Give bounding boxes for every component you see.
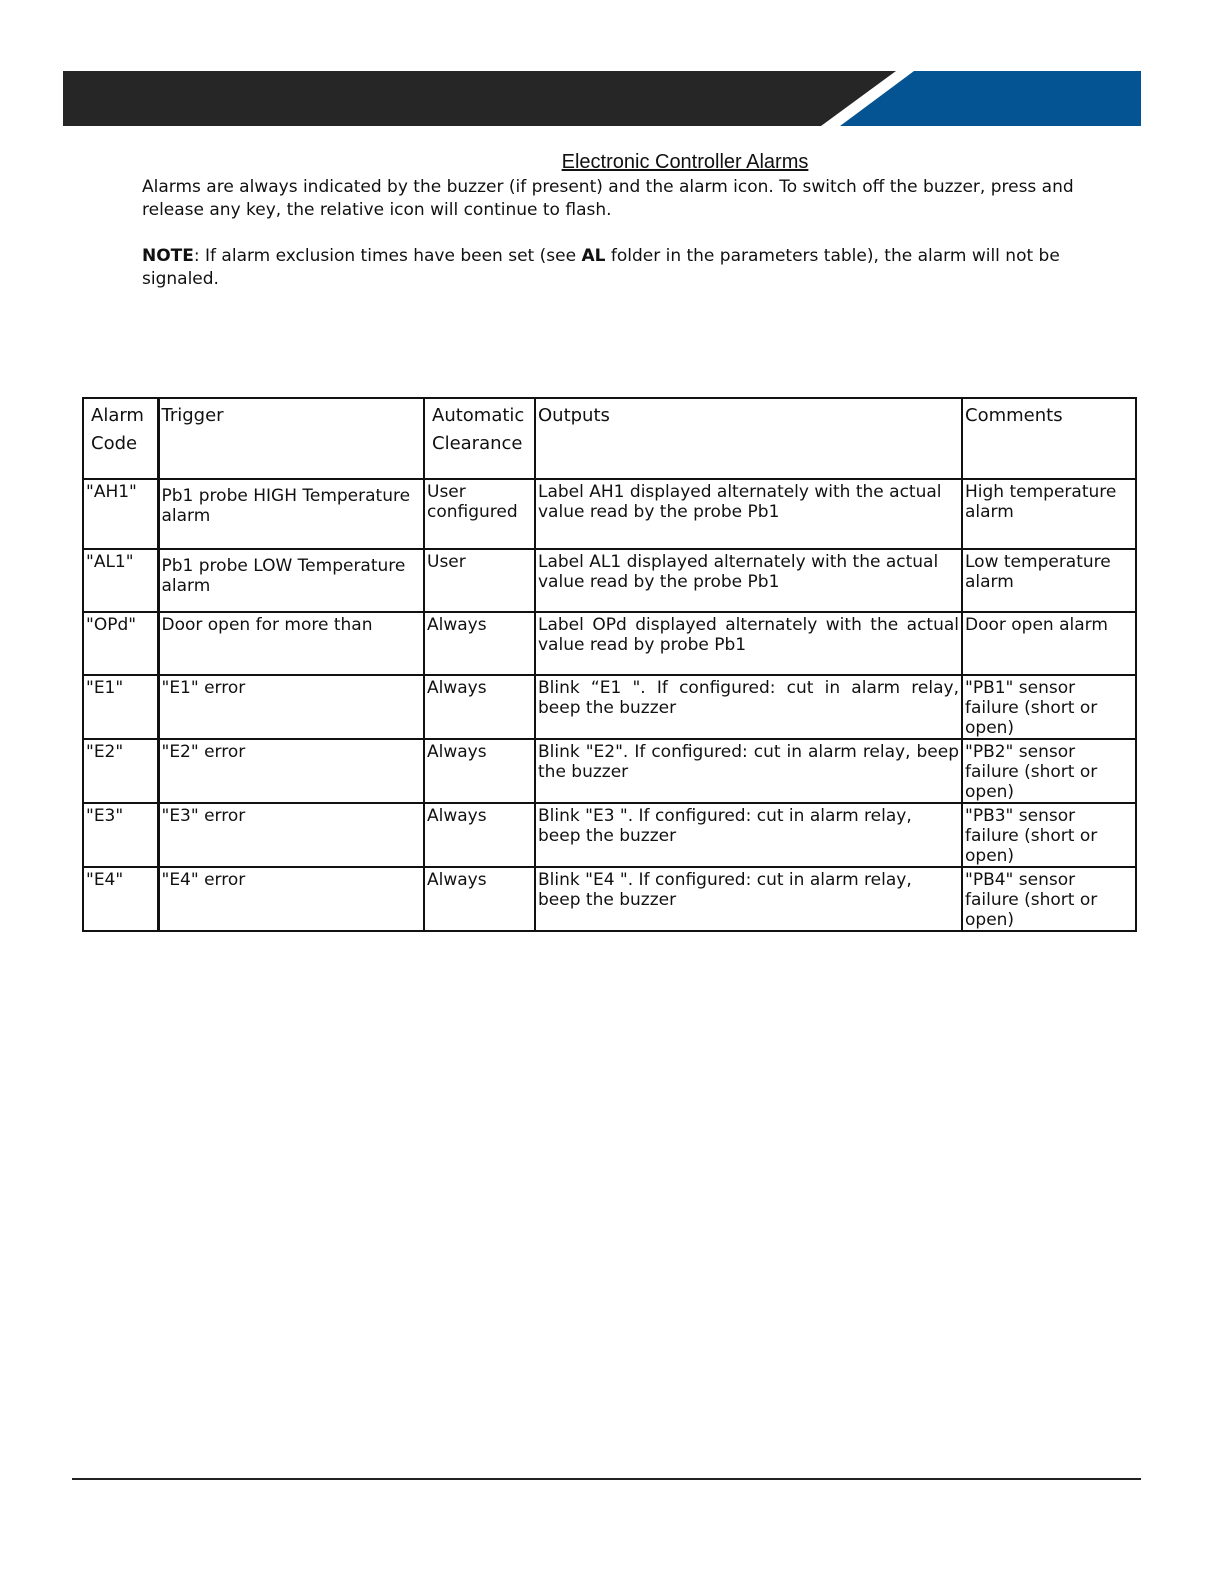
cell-alarm-code: "E4" <box>83 867 158 931</box>
alarms-table <box>82 397 1137 932</box>
cell-comments: "PB2" sensor failure (short or open) <box>962 739 1136 803</box>
cell-comments: "PB4" sensor failure (short or open) <box>962 867 1136 931</box>
table-header-row <box>83 398 1136 479</box>
cell-clearance: Always <box>424 803 535 867</box>
cell-trigger: Pb1 probe LOW Temperature alarm <box>158 549 424 612</box>
cell-trigger: "E4" error <box>158 867 424 931</box>
cell-alarm-code: "OPd" <box>83 612 158 675</box>
cell-trigger: Pb1 probe HIGH Temperature alarm <box>158 479 424 549</box>
note-emphasis: AL <box>581 246 606 266</box>
table-row <box>83 739 1136 803</box>
cell-alarm-code: "AL1" <box>83 549 158 612</box>
cell-trigger: "E3" error <box>158 803 424 867</box>
footer-divider <box>72 1478 1141 1480</box>
cell-outputs: Label OPd displayed alternately with the actual value read by probe Pb1 <box>535 612 962 675</box>
header-automatic-clearance: Automatic Clearance <box>424 398 535 479</box>
cell-clearance: Always <box>424 739 535 803</box>
cell-trigger: Door open for more than <box>158 612 424 675</box>
page-title: Electronic Controller Alarms <box>561 151 809 173</box>
cell-alarm-code: "E3" <box>83 803 158 867</box>
cell-comments: Low temperature alarm <box>962 549 1136 612</box>
table-row <box>83 549 1136 612</box>
cell-outputs: Label AL1 displayed alternately with the actual value read by the probe Pb1 <box>535 549 962 612</box>
cell-outputs: Blink "E2". If configured: cut in alarm relay, beep the buzzer <box>535 739 962 803</box>
table-row <box>83 612 1136 675</box>
intro-paragraph: Alarms are always indicated by the buzzer (if present) and the alarm icon. To switch off the buzzer, press and release any key, the relative icon will continue to flash. <box>142 177 1074 220</box>
table-row <box>83 803 1136 867</box>
header-alarm-code: Alarm Code <box>83 398 158 479</box>
cell-clearance: User <box>424 549 535 612</box>
cell-outputs: Blink "E3 ". If configured: cut in alarm relay, beep the buzzer <box>535 803 962 867</box>
cell-outputs: Label AH1 displayed alternately with the actual value read by the probe Pb1 <box>535 479 962 549</box>
cell-alarm-code: "E1" <box>83 675 158 739</box>
cell-outputs: Blink “E1 ". If configured: cut in alarm relay, beep the buzzer <box>535 675 962 739</box>
note-text-before: : If alarm exclusion times have been set (see <box>193 246 582 266</box>
cell-comments: Door open alarm <box>962 612 1136 675</box>
header-comments: Comments <box>962 398 1136 479</box>
header-outputs: Outputs <box>535 398 962 479</box>
note-paragraph <box>142 245 1082 291</box>
cell-alarm-code: "AH1" <box>83 479 158 549</box>
cell-alarm-code: "E2" <box>83 739 158 803</box>
cell-comments: High temperature alarm <box>962 479 1136 549</box>
cell-trigger: "E1" error <box>158 675 424 739</box>
cell-comments: "PB3" sensor failure (short or open) <box>962 803 1136 867</box>
cell-clearance: User configured <box>424 479 535 549</box>
cell-trigger: "E2" error <box>158 739 424 803</box>
header-trigger: Trigger <box>158 398 424 479</box>
cell-comments: "PB1" sensor failure (short or open) <box>962 675 1136 739</box>
cell-clearance: Always <box>424 675 535 739</box>
header-banner-graphic <box>63 71 1141 126</box>
header-dark-band <box>63 71 896 126</box>
header-banner <box>63 71 1141 126</box>
table-row <box>83 867 1136 931</box>
note-text-after: folder in the parameters table), the alarm will not be signaled. <box>142 246 1060 289</box>
cell-clearance: Always <box>424 612 535 675</box>
header-blue-band <box>840 71 1141 126</box>
cell-clearance: Always <box>424 867 535 931</box>
note-label: NOTE <box>142 246 194 266</box>
table-row <box>83 675 1136 739</box>
cell-outputs: Blink "E4 ". If configured: cut in alarm relay, beep the buzzer <box>535 867 962 931</box>
table-row <box>83 479 1136 549</box>
